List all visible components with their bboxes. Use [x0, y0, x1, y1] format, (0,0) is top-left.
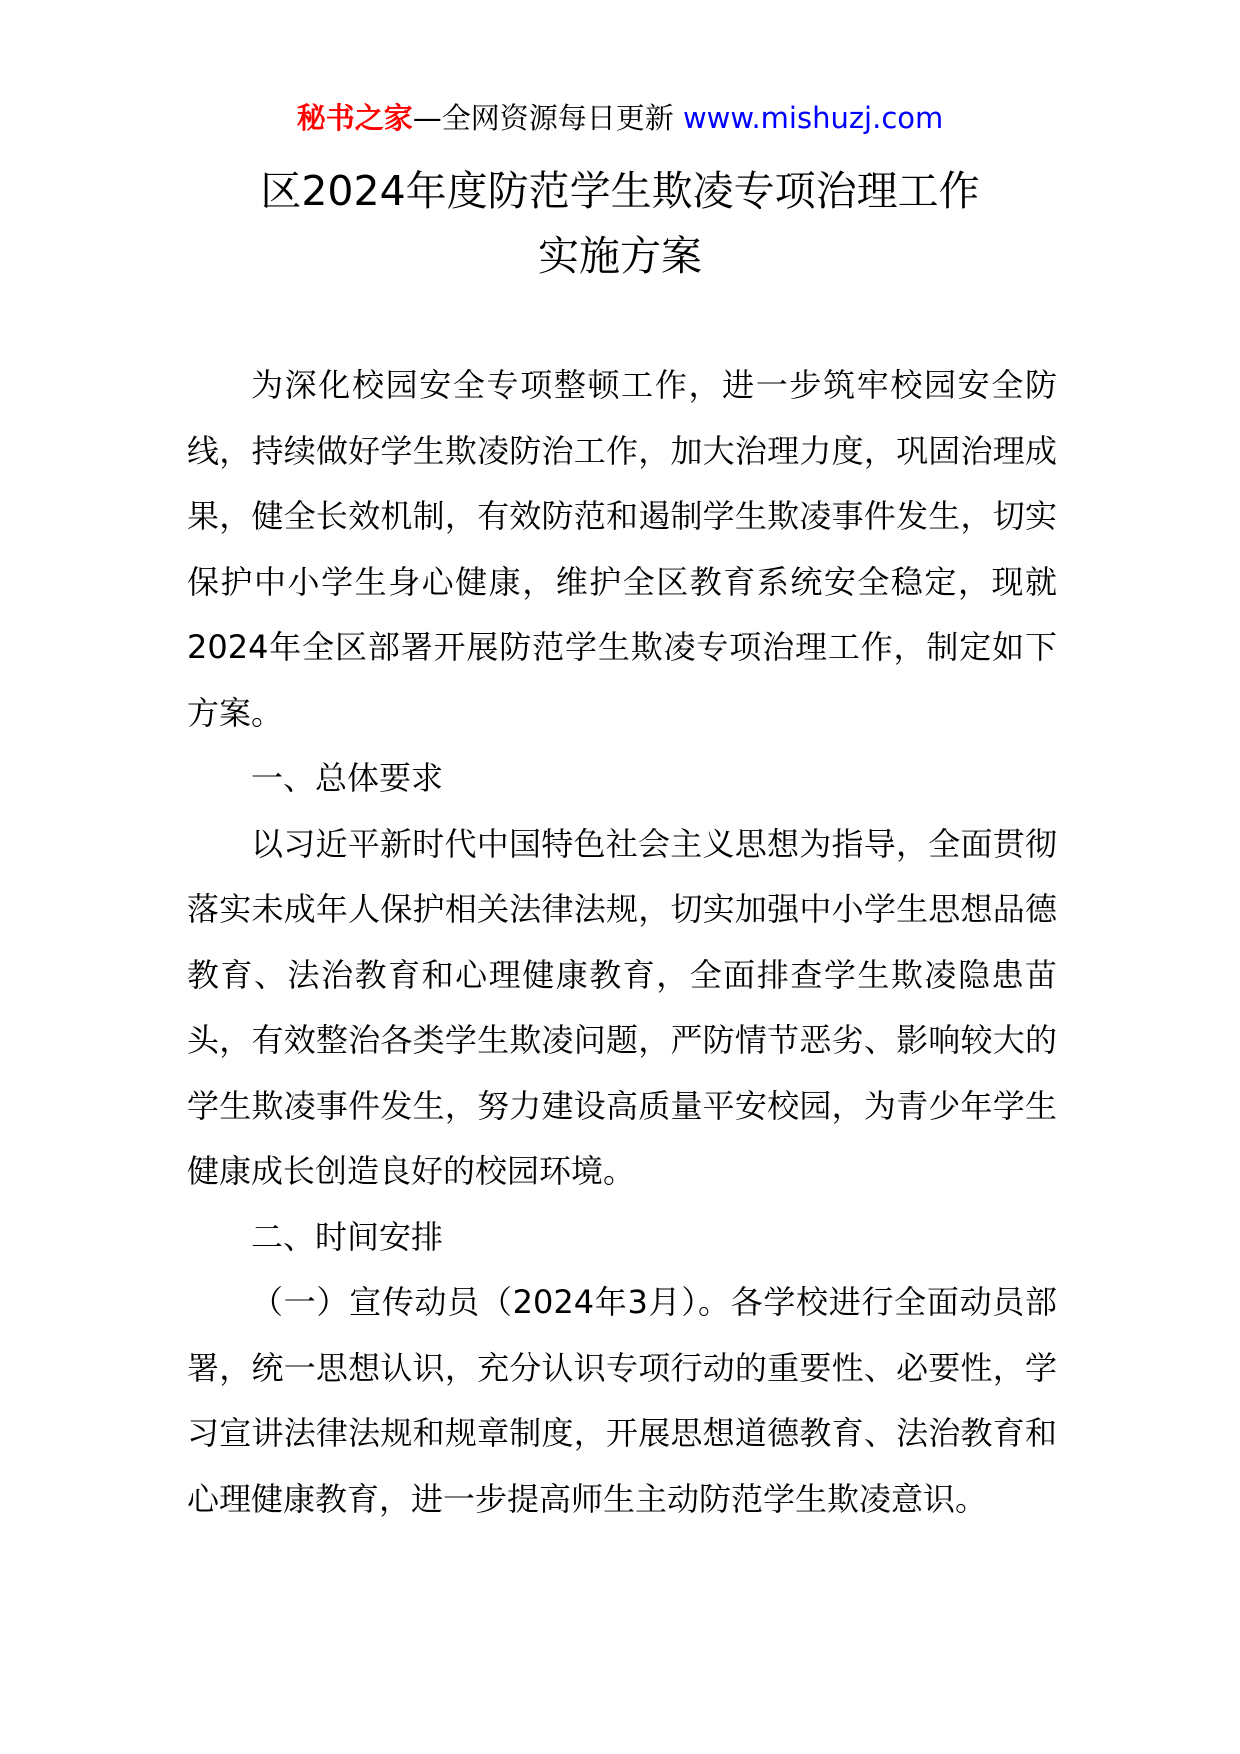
paragraph-schedule-phase-1: （一）宣传动员（2024年3月）。各学校进行全面动员部署，统一思想认识，充分认识专项行动的重要性、必要性，学习宣讲法律法规和规章制度，开展思想道德教育、法治教育和心理健康教育，进一步提高师生主动防范学生欺凌意识。 [187, 1283, 1057, 1518]
section-heading-schedule: 二、时间安排 [251, 1217, 444, 1256]
paragraph-general-requirements: 以习近平新时代中国特色社会主义思想为指导，全面贯彻落实未成年人保护相关法律法规，切实加强中小学生思想品德教育、法治教育和心理健康教育，全面排查学生欺凌隐患苗头，有效整治各类学生欺凌问题，严防情节恶劣、影响较大的学生欺凌事件发生，努力建设高质量平安校园，为青少年学生健康成长创造良好的校园环境。 [187, 824, 1057, 1190]
paragraph-intro: 为深化校园安全专项整顿工作，进一步筑牢校园安全防线，持续做好学生欺凌防治工作，加大治理力度，巩固治理成果，健全长效机制，有效防范和遏制学生欺凌事件发生，切实保护中小学生身心健康，维护全区教育系统安全稳定，现就2024年全区部署开展防范学生欺凌专项治理工作，制定如下方案。 [187, 366, 1057, 732]
document-title-line-1: 区2024年度防范学生欺凌专项治理工作 [260, 167, 980, 215]
site-url-link[interactable]: www.mishuzj.com [682, 101, 944, 135]
section-heading-general-requirements: 一、总体要求 [251, 759, 444, 797]
site-header [0, 98, 1240, 138]
document-body [187, 353, 1057, 1532]
document-title-line-2: 实施方案 [538, 232, 702, 280]
brand-name: 秘书之家 [296, 101, 413, 135]
header-tagline: —全网资源每日更新 [412, 101, 674, 135]
